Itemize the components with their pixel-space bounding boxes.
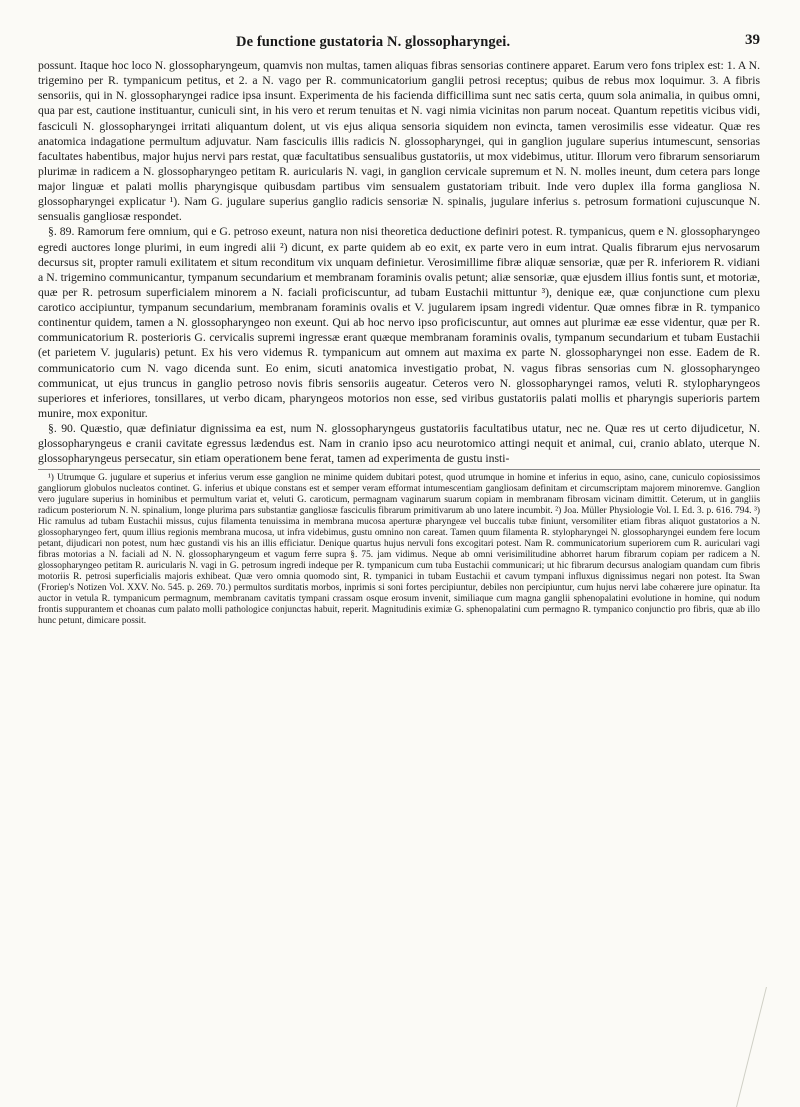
- main-text: [38, 58, 760, 466]
- page-number: 39: [745, 32, 760, 48]
- footnote: ¹) Utrumque G. jugulare et superius et inferius verum esse ganglion ne minime quidem dubitari potest, quod utrumque in homine et inferius in equo, asino, cane, cuniculo copiosissimos gangliorum globulos nucleatos continet. G. inferius et ubique constans est et semper veram efformat intumescentiam gangliosam definitam et circumscriptam majorem minoremve. Ganglion vero jugulare superius in hominibus et permultum variat et, veluti G. caroticum, permagnam vaginarum suarum copiam in membranam fibrosam vicinam dimittit. Ceterum, ut in gangliis radicum posteriorum N. N. spinalium, longe plurima pars substantiæ gangliosæ fasciculis fibrarum primitivarum ab uno latere incumbit. ²) Joa. Müller Physiologie Vol. I. Ed. 3. p. 616. 794. ³) Hic ramulus ad tubam Eustachii missus, cujus filamenta tenuissima in membrana mucosa aperturæ pharyngeæ vel buccalis tubæ finiunt, versomiliter etiam fibras aliquot gustatorios a N. glossopharyngeo fert, quum illius regionis membrana mucosa, ut infra videbimus, gustu omnino non careat. Tamen quum filamenta R. stylopharyngei N. glossopharyngei eundem fere locum petant, dijudicari non potest, num hæc gustandi vis his an illis efficiatur. Denique quartus hujus nervuli fons excogitari potest. Nam R. communicatorium superiorem cum R. auriculari vagi fibras motorias a N. faciali ad N. N. glossopharyngeum et vagum ferre supra §. 75. jam vidimus. Neque ab omni verisimilitudine abhorret harum fibrarum copiam per radicem a N. glossopharyngeo petitam R. auricularis N. vagi in G. petrosum ingredi indeque per R. tympanicum cum tuba Eustachii communicari; ut hic fibrarum decursus analogiam quandam cum fibris motoriis R. petrosi superficialis majoris exhibeat. Quæ vero omnia quomodo sint, R. tympanici in tubam Eustachii et cavum tympani influxus dignissimus negari non potest. Ita Swan (Froriep's Notizen Vol. XXV. No. 545. p. 269. 70.) permultos surditatis morbos, inprimis si soni fortes percipiuntur, debiles non percipiuntur, cum hujus nervi labe cohærere jure opinatur. Ita auctor in vetula R. tympanicum permagnum, membranam cavitatis tympani crassam osque erosum invenit, similiaque cum magna ganglii sphenopalatini evolutione in homine, qui nodum frontis suppurantem et choanas cum palato molli pathologice conjunctas habuit, reperit. Magnitudinis eximiæ G. sphenopalatini cum permagno R. tympanico conjunctio pro fibris, quæ ab illo hunc petunt, dimicare possit.: [38, 473, 760, 626]
- footnote-divider: [38, 469, 760, 470]
- paragraph: §. 90. Quæstio, quæ definiatur dignissima ea est, num N. glossopharyngeus gustatoriis facultatibus utatur, nec ne. Quæ res ut certo dijudicetur, N. glossopharyngeus e cranii cavitate egressus lædendus est. Nam in cranio ipso acu neurotomico attingi nequit et animal, cui, cranio ablato, uterque N. glossopharyngeus persecatur, sin etiam operationem bene ferat, tamen ad experimenta de gustu insti-: [38, 422, 760, 466]
- paragraph: possunt. Itaque hoc loco N. glossopharyngeum, quamvis non multas, tamen aliquas fibras sensorias continere apparet. Earum vero fons triplex est: 1. A N. trigemino per R. tympanicum petitus, et 2. a N. vago per R. communicatorium ganglii petrosi receptus; quibus de rebus mox loquimur. 3. A fibris sensoriis, qui in N. glossopharyngei radice ipsa insunt. Experimenta de his facienda difficillima sunt nec satis certa, quum sola animalia, in quibus omni, qua par est, cautione instituantur, cuniculi sint, in his vero et rerum tenuitas et N. vagi nimia vicinitas non parum noceat. Quantum repetitis vicibus vidi, fasciculi N. glossopharyngei irritati aliquantum dolent, ut vis ejus aliqua sensoria siquidem non evincta, tamen verosimilis esse videatur. Quæ res anatomica indagatione permultum adjuvatur. Nam fasciculis illis radicis N. glossopharyngei, qui in ganglion jugulare superius intumescunt, sensorias facultates habentibus, major hujus nervi pars restat, quæ facultatibus sensualibus gustatoriis, ut mox videbimus, utitur. Illorum vero fibrarum sensoriarum plurimæ in radicem a N. glossopharyngeo petitam R. auricularis N. vagi, in ganglion cervicale supremum et N. N. molles ineunt, dum cetera pars longe major linguæ et palati mollis pharyngisque quibusdam partibus vim sensualem gustatoriam tribuit. Inde vero duplex illa forma gangliosa N. glossopharyngei explicatur ¹). Nam G. jugulare superius ganglio radicis sensoriæ N. spinalis, jugulare inferius s. petrosum formationi cujuscunque N. sensualis gangliosæ respondet.: [38, 59, 760, 224]
- paragraph: §. 89. Ramorum fere omnium, qui e G. petroso exeunt, natura non nisi theoretica deductione definiri potest. R. tympanicus, quem e N. glossopharyngeo egredi auctores longe plurimi, in eum ingredi alii ²) dicunt, ex parte quidem ab eo exit, ex parte vero in eum intrat. Qualis fibrarum ejus nervosarum decursus sit, propter ramuli exilitatem et situm reconditum vix unquam definietur. Verosimillime fibræ aliquæ sensoriæ, quæ per R. inferiorem R. vidiani a N. trigemino communicantur, tympanum secundarium et membranam foraminis ovalis petunt; aliæ sensoriæ, quæ ejusdem illius fontis sunt, et motoriæ, quæ per R. petrosum superficialem minorem a N. faciali proficiscuntur, ad tubam Eustachii mittuntur ³), denique eæ, quæ conjunctione cum plexu carotico accipiuntur, tympanum secundarium, membranam foraminis ovalis et V. jugularem ipsam ingredi videntur. Quæ omnes fibræ in R. tympanico continentur quidem, tamen a N. glossopharyngeo non exeunt. Qui ab hoc nervo ipso proficiscuntur, aut omnes aut plurimæ eæ esse videntur, quæ per R. communicatorium R. posterioris G. cervicalis supremi ingressæ erant quæque membranam foraminis ovalis, tympanum secundarium et tubam Eustachii (et parietem V. jugularis) petunt. Ex his vero videmus R. tympanicum aut omnem aut maxima ex parte N. glossopharyngei non esse. Eadem de R. communicatorio cum N. vago dicenda sunt. Eo enim, sicuti anatomica investigatio probat, N. vagus fibras sensorias cum N. glossopharyngeo communicat, ut ejus truncus in ganglio petroso novis fibris sensoriis augeatur. Ceteros vero N. glossopharyngei ramos, veluti R. stylopharyngeos superiores et inferiores, tonsillares, ut verbo dicam, pharyngeos motorios non esse, sed viribus gustatoriis palati mollis et pharyngis superioris partem munire, mox exponitur.: [38, 225, 760, 420]
- page-edge-shadow: [736, 987, 800, 1107]
- running-header: [38, 32, 760, 58]
- footnotes: [38, 473, 760, 626]
- book-page: [38, 32, 760, 627]
- running-title: De functione gustatoria N. glossopharyngei.: [236, 34, 511, 50]
